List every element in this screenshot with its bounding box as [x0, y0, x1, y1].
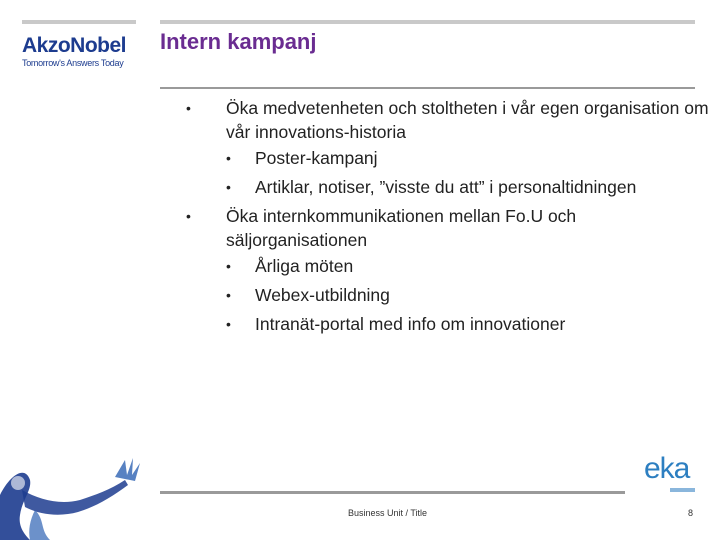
bullet-item — [180, 204, 710, 339]
sub-bullet-item — [180, 281, 710, 310]
slide-content — [180, 96, 710, 341]
akzonobel-figure-icon — [0, 455, 145, 540]
bullet-icon: • — [186, 208, 191, 224]
slide-title: Intern kampanj — [160, 29, 317, 54]
akzonobel-logo — [22, 35, 142, 68]
sub-bullet-item — [180, 173, 710, 202]
page-number: 8 — [688, 508, 694, 518]
sub-bullet-item — [180, 310, 710, 339]
footer-rule — [160, 491, 625, 494]
sub-bullet-item — [180, 252, 710, 281]
header-rule-left — [22, 20, 136, 24]
bullet-icon: • — [186, 100, 191, 116]
sub-bullet-text: Webex-utbildning — [255, 285, 390, 305]
bullet-icon: • — [226, 258, 231, 274]
sub-bullet-text: Poster-kampanj — [255, 148, 378, 168]
bullet-icon: • — [226, 287, 231, 303]
bullet-icon: • — [226, 179, 231, 195]
bullet-text: Öka internkommunikationen mellan Fo.U och säljorganisationen — [226, 206, 577, 250]
sub-bullet-item — [180, 144, 710, 173]
sub-bullet-text: Intranät-portal med info om innovationer — [255, 314, 566, 334]
bullet-item — [180, 96, 710, 202]
title-rule — [160, 87, 695, 89]
footer-text: Business Unit / Title — [348, 508, 428, 518]
logo-tagline: Tomorrow's Answers Today — [22, 58, 124, 68]
sub-bullet-text: Årliga möten — [255, 256, 354, 276]
eka-logo-bar — [670, 488, 695, 492]
logo-name: AkzoNobel — [22, 34, 127, 57]
eka-logo: eka — [644, 452, 690, 485]
header-rule-right — [160, 20, 695, 24]
bullet-icon: • — [226, 150, 231, 166]
bullet-icon: • — [226, 316, 231, 332]
sub-bullet-text: Artiklar, notiser, ”visste du att” i personaltidningen — [255, 177, 637, 197]
bullet-text: Öka medvetenheten och stoltheten i vår egen organisation om vår innovations-historia — [226, 98, 709, 142]
